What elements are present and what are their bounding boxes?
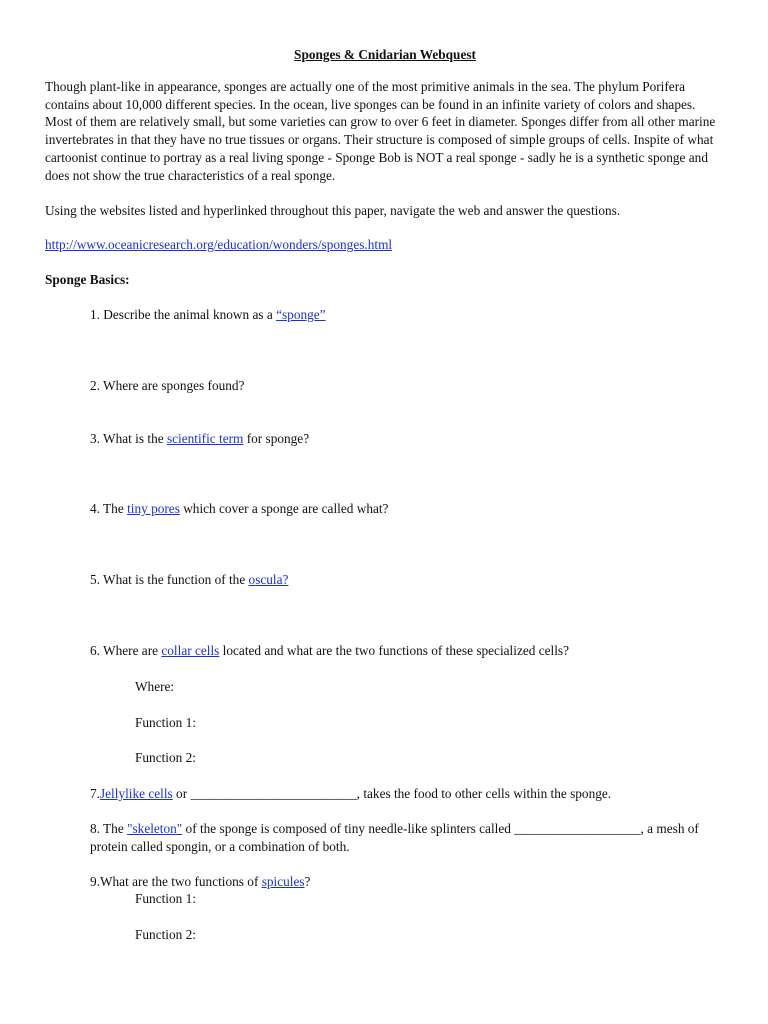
oscula-link[interactable]: oscula?: [248, 572, 289, 588]
resource-url-link[interactable]: http://www.oceanicresearch.org/education/wonders/sponges.html: [45, 237, 393, 253]
question-9-function-1-label: Function 1:: [135, 891, 196, 907]
question-3: [90, 430, 725, 448]
question-9-function-2-label: Function 2:: [135, 927, 196, 943]
question-1: [90, 306, 725, 324]
question-9: [90, 873, 725, 891]
page-title: Sponges & Cnidarian Webquest: [294, 47, 476, 62]
question-7-tail: or _________________________, takes the food to other cells within the sponge.: [172, 786, 612, 802]
question-6-where-label: Where:: [135, 678, 175, 694]
question-5: [90, 571, 725, 589]
section-heading: Sponge Basics:: [45, 272, 130, 288]
question-1-text: 1. Describe the animal known as a: [90, 306, 277, 322]
skeleton-link[interactable]: "skeleton": [127, 820, 183, 836]
question-4-text: 4. The: [90, 501, 128, 517]
question-8: [90, 820, 725, 856]
question-7-number: 7.: [90, 786, 100, 802]
question-4: [90, 500, 725, 518]
instructions-paragraph: Using the websites listed and hyperlinked throughout this paper, navigate the web and answer the questions.: [45, 202, 621, 218]
spicules-link[interactable]: spicules: [261, 873, 305, 889]
question-7: [90, 785, 725, 803]
resource-url-line: [45, 236, 725, 254]
question-2: 2. Where are sponges found?: [90, 377, 245, 393]
sponge-link[interactable]: “sponge”: [276, 306, 326, 322]
question-6: [90, 642, 725, 660]
question-6-tail: located and what are the two functions of these specialized cells?: [219, 642, 569, 658]
question-8-tail: of the sponge is composed of tiny needle-like splinters called ___________________, a mesh of protein called spongin, or a combination of both.: [90, 820, 699, 854]
question-6-function-1-label: Function 1:: [135, 714, 196, 730]
question-3-text: 3. What is the: [90, 430, 167, 446]
question-3-tail: for sponge?: [243, 430, 310, 446]
collar-cells-link[interactable]: collar cells: [161, 642, 220, 658]
question-4-tail: which cover a sponge are called what?: [179, 501, 389, 517]
question-8-text: 8. The: [90, 820, 128, 836]
question-6-function-2-label: Function 2:: [135, 750, 196, 766]
intro-paragraph: Though plant-like in appearance, sponges are actually one of the most primitive animals in the sea. The phylum Porifera contains about 10,000 different species. In the ocean, live sponges can be found in an infinite variety of colors and shapes. Most of them are relatively small, but some varieties can grow to over 6 feet in diameter. Sponges differ from all other marine invertebrates in that they have no true tissues or organs. Their structure is composed of simple groups of cells. Inspite of what cartoonist continue to portray as a real living sponge - Sponge Bob is NOT a real sponge - sadly he is a synthetic sponge and does not show the true characteristics of a real sponge.: [45, 78, 716, 183]
question-6-text: 6. Where are: [90, 642, 162, 658]
jellylike-cells-link[interactable]: Jellylike cells: [99, 786, 173, 802]
tiny-pores-link[interactable]: tiny pores: [127, 501, 180, 517]
question-5-text: 5. What is the function of the: [90, 572, 249, 588]
question-9-tail: ?: [304, 873, 311, 889]
scientific-term-link[interactable]: scientific term: [166, 430, 244, 446]
worksheet-page: [45, 46, 725, 944]
question-9-text: 9.What are the two functions of: [90, 873, 262, 889]
